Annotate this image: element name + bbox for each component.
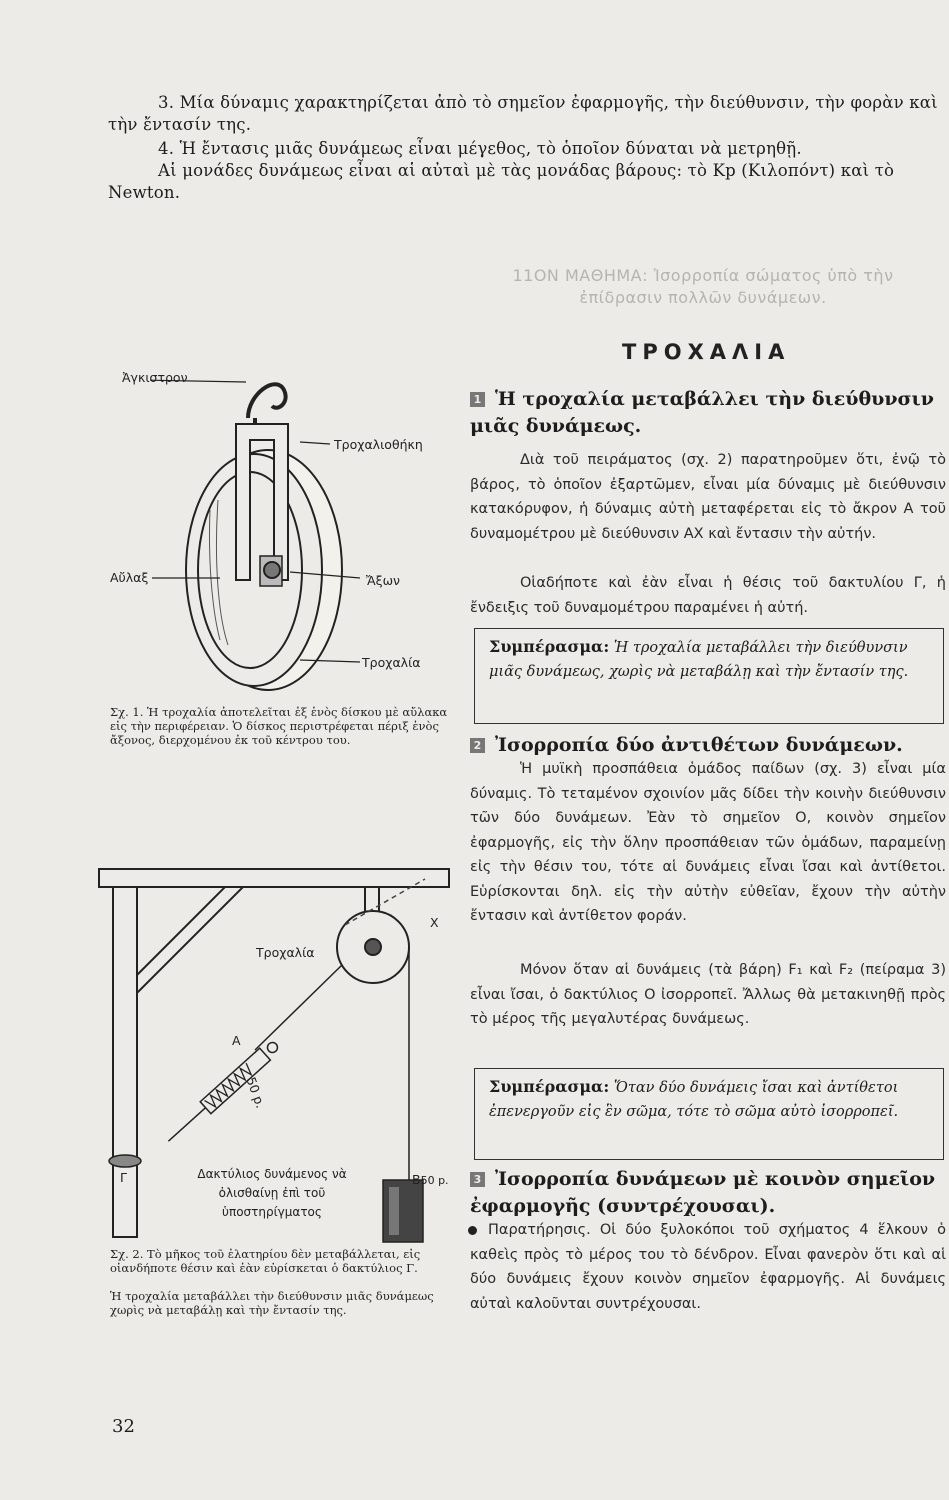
- section-2-heading-text: Ἰσορροπία δύο ἀντιθέτων δυνάμεων.: [495, 734, 903, 756]
- conclusion-box-1: [474, 628, 944, 724]
- conclusion-2-text: Ὅταν δύο δυνάμεις ἴσαι καὶ ἀντίθετοι ἐπενεργοῦν εἰς ἓν σῶμα, τότε τὸ σῶμα αὐτὸ ἰσορροπεῖ.: [489, 1080, 899, 1120]
- section-1-heading: [470, 386, 948, 440]
- conclusion-1-label: Συμπέρασμα:: [489, 637, 610, 656]
- page-title: ΤΡΟΧΑΛΙΑ: [622, 340, 791, 364]
- label-housing: Τροχαλιοθήκη: [334, 437, 423, 452]
- paragraph-3: 3. Μία δύναμις χαρακτηρίζεται ἀπὸ τὸ σημεῖον ἐφαρμογῆς, τὴν διεύθυνσιν, τὴν φορὰν καὶ τὴν ἔντασίν της.: [108, 93, 938, 134]
- section-3-marker: 3: [470, 1172, 485, 1187]
- label-b: [412, 1172, 449, 1187]
- section-1-p2: Οἱαδήποτε καὶ ἐὰν εἶναι ἡ θέσις τοῦ δακτυλίου Γ, ἡ ἔνδειξις τοῦ δυναμομέτρου παραμένει ἡ αὐτή.: [470, 575, 946, 616]
- lesson-header-line1: 11ΟΝ ΜΑΘΗΜΑ: Ἰσορροπία σώματος ὑπὸ τὴν: [512, 266, 894, 285]
- conclusion-1-text: Ἡ τροχαλία μεταβάλλει τὴν διεύθυνσιν μιᾶς δυνάμεως, χωρὶς νὰ μεταβάλῃ καὶ τὴν ἔντασίν της.: [489, 640, 909, 680]
- label-pulley: Τροχαλία: [362, 655, 421, 670]
- label-weight: 50 p.: [420, 1174, 449, 1187]
- section-3-p1-text: Παρατήρησις. Οἱ δύο ξυλοκόποι τοῦ σχήματος 4 ἕλκουν ὁ καθεὶς πρὸς τὸ μέρος του τὸ δένδρον. Εἶναι φανερὸν ὅτι καὶ αἱ δύο δυνάμεις ἔχουν κοινὸν σημεῖον ἐφαρμογῆς. Αἱ δυνάμεις αὐταὶ καλοῦνται συντρέχουσαι.: [470, 1222, 946, 1312]
- section-3-p1: [470, 1218, 946, 1316]
- section-2-p2: Μόνον ὅταν αἱ δυνάμεις (τὰ βάρη) F₁ καὶ F₂ (πείραμα 3) εἶναι ἴσαι, ὁ δακτύλιος Ο ἰσορροπεῖ. Ἄλλως θὰ μετακινηθῇ πρὸς τὸ μέρος τῆς μεγαλυτέρας δυνάμεως.: [470, 962, 946, 1027]
- label-g: Γ: [120, 1170, 127, 1185]
- lesson-header-line2: ἐπίδρασιν πολλῶν δυνάμεων.: [579, 288, 827, 307]
- figure-2-caption-2: Ἡ τροχαλία μεταβάλλει τὴν διεύθυνσιν μιᾶς δυνάμεως χωρὶς νὰ μεταβάλῃ καὶ τὴν ἔντασίν της.: [110, 1289, 434, 1317]
- page-number: 32: [112, 1416, 135, 1437]
- label-hook: Ἀγκιστρον: [122, 370, 188, 385]
- figure-1-pulley: [150, 360, 460, 700]
- label-a: Α: [232, 1033, 241, 1048]
- bullet-dot: [468, 1226, 477, 1235]
- label-axle: Ἄξων: [366, 573, 401, 588]
- conclusion-2-label: Συμπέρασμα:: [489, 1077, 610, 1096]
- label-scale: 50 p.: [243, 1074, 269, 1111]
- section-3-heading: [470, 1166, 948, 1220]
- label-b-letter: Β: [412, 1172, 421, 1187]
- section-1-marker: 1: [470, 392, 485, 407]
- label-fig2-pulley: Τροχαλία: [256, 945, 315, 960]
- paragraph-4: 4. Ἡ ἔντασις μιᾶς δυνάμεως εἶναι μέγεθος, τὸ ὁποῖον δύναται νὰ μετρηθῇ.: [158, 139, 802, 158]
- label-ring: Δακτύλιος δυνάμενος νὰ ὀλισθαίνῃ ἐπὶ τοῦ ὑποστηρίγματος: [197, 1167, 347, 1219]
- figure-1-caption: Σχ. 1. Ἡ τροχαλία ἀποτελεῖται ἐξ ἑνὸς δίσκου μὲ αὔλακα εἰς τὴν περιφέρειαν. Ὁ δίσκος περιστρέφεται πέριξ ἑνὸς ἄξονος, διερχομένου ἐκ τοῦ κέντρου του.: [110, 705, 448, 747]
- section-2-marker: 2: [470, 738, 485, 753]
- label-x: Χ: [430, 915, 439, 930]
- figure-2-caption-1: Σχ. 2. Τὸ μῆκος τοῦ ἐλατηρίου δὲν μεταβάλλεται, εἰς οἱανδήποτε θέσιν καὶ ἐὰν εὑρίσκεται ὁ δακτύλιος Γ.: [110, 1247, 421, 1275]
- paragraph-units: Αἱ μονάδες δυνάμεως εἶναι αἱ αὐταὶ μὲ τὰς μονάδας βάρους: τὸ Kp (Κιλοπόντ) καὶ τὸ Newton.: [108, 161, 895, 202]
- section-2-p1: Ἡ μυϊκὴ προσπάθεια ὁμάδος παίδων (σχ. 3) εἶναι μία δύναμις. Τὸ τεταμένον σχοινίον μᾶς δίδει τὴν κοινὴν διεύθυνσιν τῶν δύο δυνάμεων. Ἐὰν τὸ σημεῖον Ο, κοινὸν σημεῖον ἐφαρμογῆς, εἰς τὴν ὅλην προσπάθειαν τῶν ὁμάδων, παραμείνῃ εἰς τὴν θέσιν του, τότε αἱ δυνάμεις εἶναι ἴσαι καὶ ἀντίθετοι. Εὑρίσκονται δηλ. εἰς τὴν αὐτὴν εὐθεῖαν, ἔχουν τὴν αὐτὴν ἔντασιν καὶ ἀντίθετον φοράν.: [470, 761, 946, 924]
- section-1-heading-text: Ἡ τροχαλία μεταβάλλει τὴν διεύθυνσιν μιᾶς δυνάμεως.: [470, 388, 934, 437]
- section-3-heading-text: Ἰσορροπία δυνάμεων μὲ κοινὸν σημεῖον ἐφαρμογῆς (συντρέχουσαι).: [470, 1168, 936, 1217]
- section-2-heading: [470, 732, 948, 759]
- conclusion-box-2: [474, 1068, 944, 1160]
- section-1-p1: Διὰ τοῦ πειράματος (σχ. 2) παρατηροῦμεν ὅτι, ἐνῷ τὸ βάρος, τὸ ὁποῖον ἐξαρτῶμεν, εἶναι μία δύναμις μὲ διεύθυνσιν κατακόρυφον, ἡ δύναμις αὐτὴ μεταφέρεται εἰς τὸ ἄκρον Α τοῦ δυναμομέτρου μὲ διεύθυνσιν ΑΧ καὶ ἔντασιν τὴν αὐτήν.: [470, 452, 946, 542]
- label-groove: Αὔλαξ: [110, 570, 149, 585]
